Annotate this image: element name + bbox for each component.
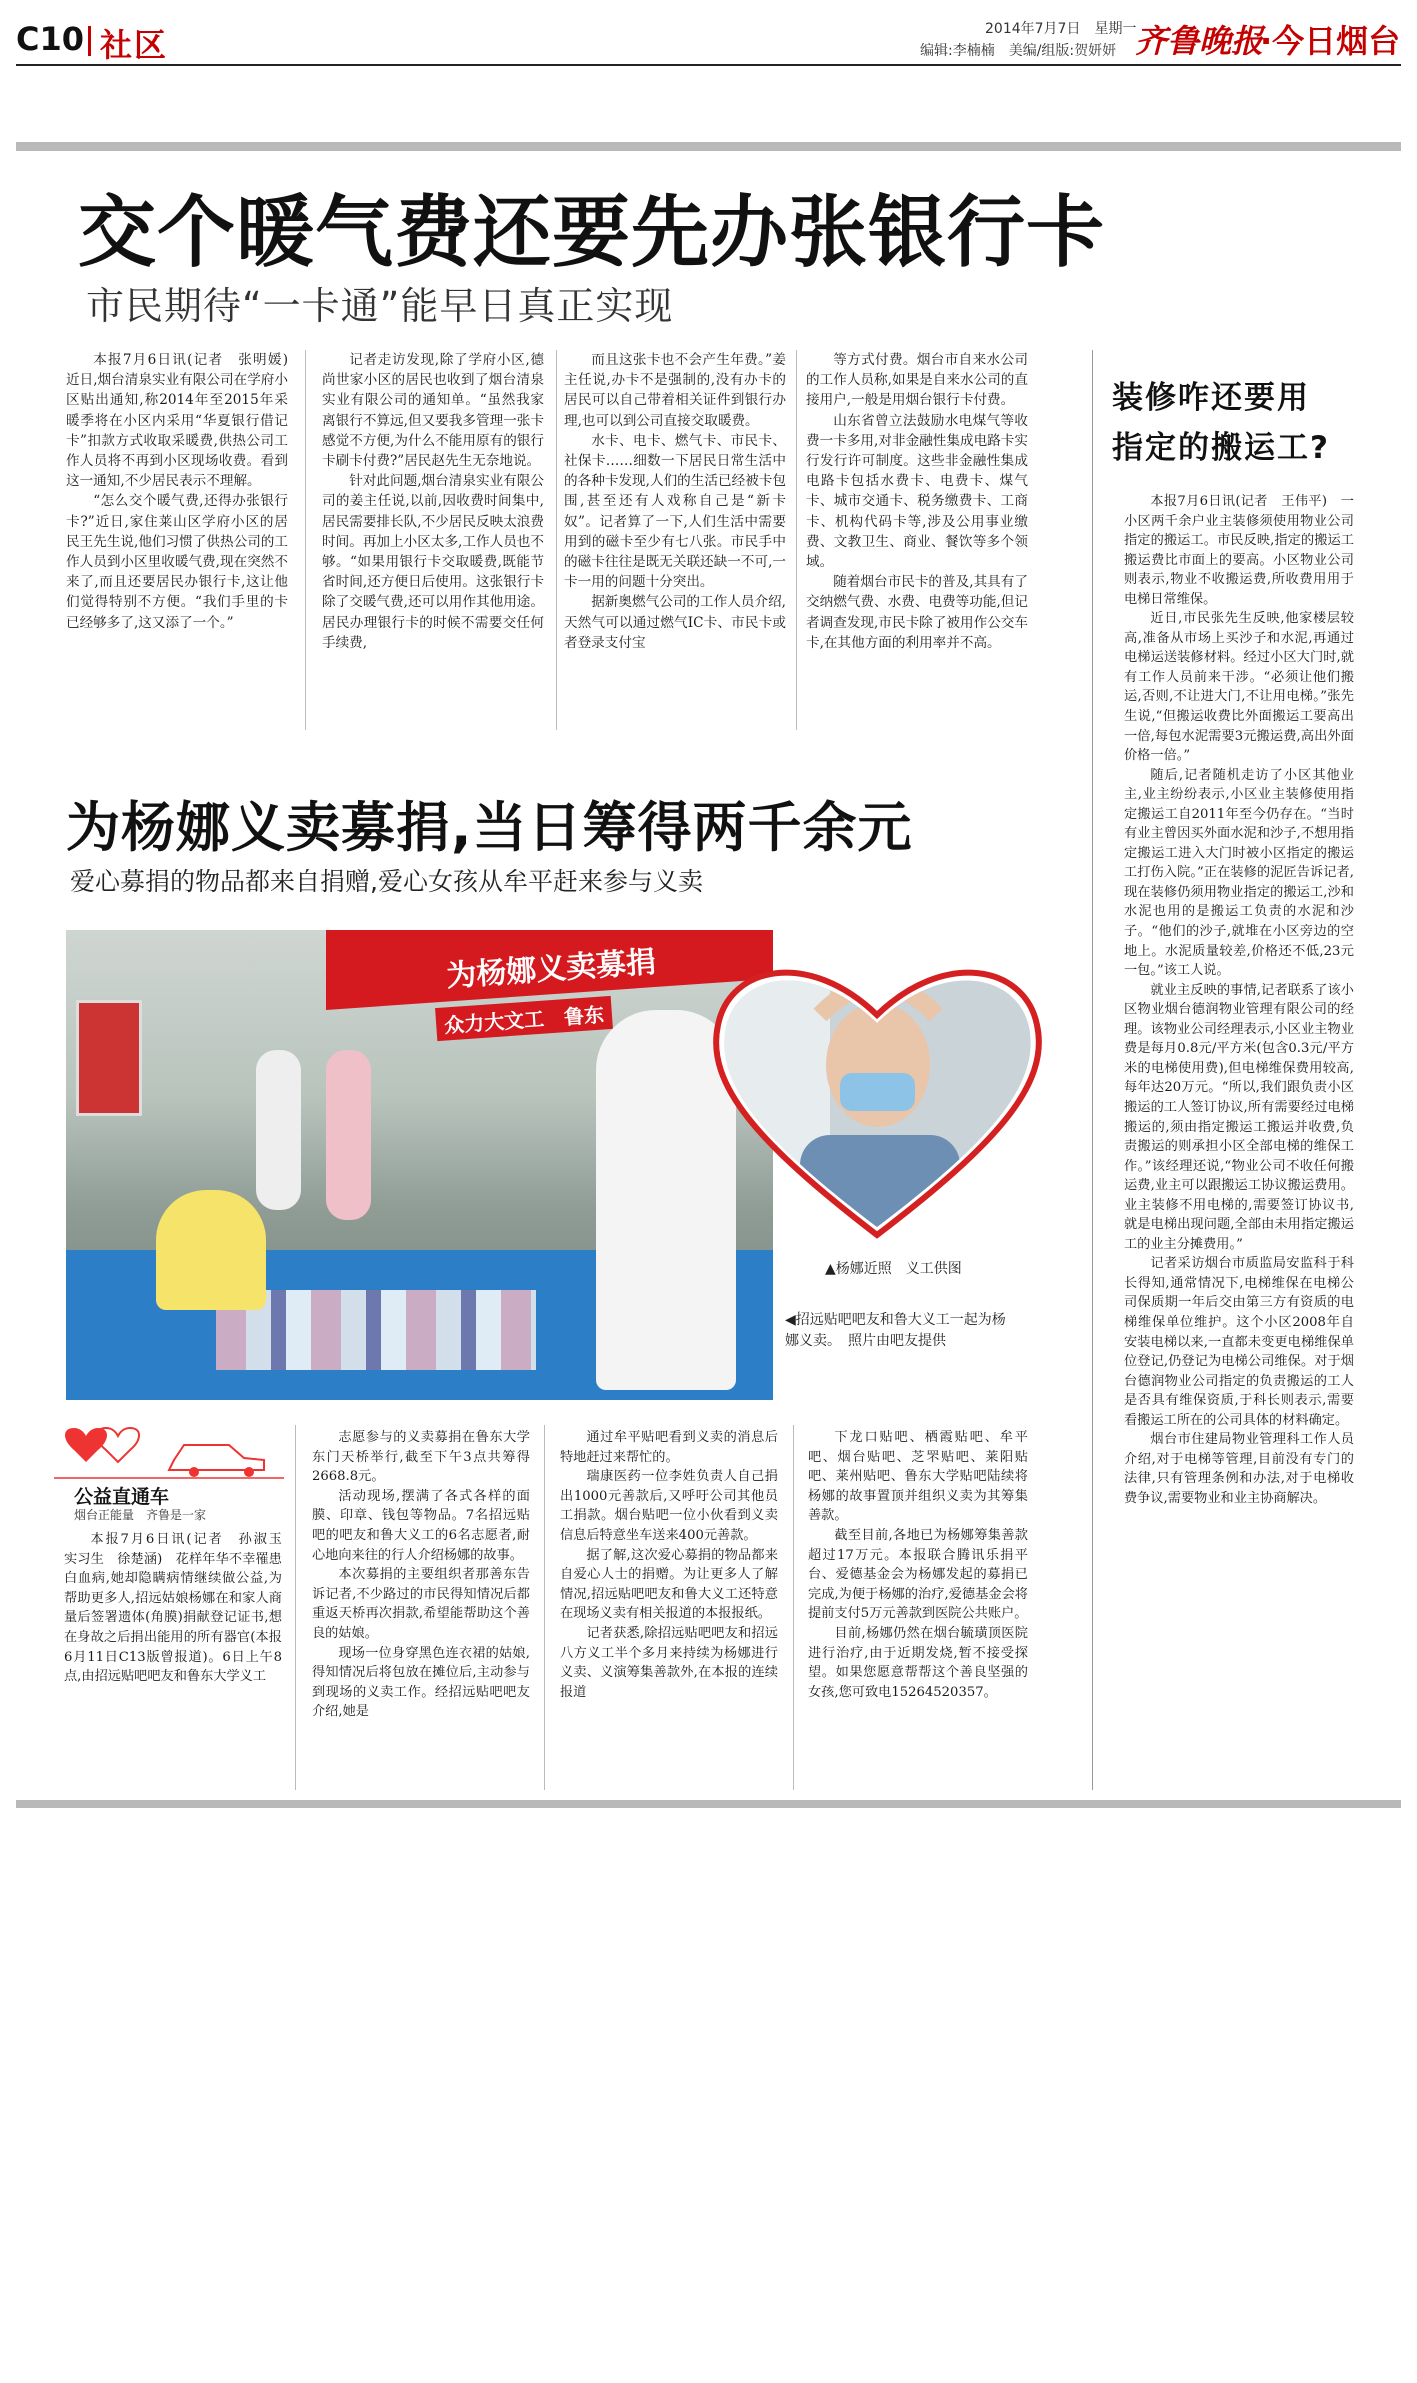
paragraph: 记者走访发现,除了学府小区,德尚世家小区的居民也收到了烟台清泉实业有限公司的通知单。“虽然我家离银行不算远,但又要我多管理一张卡感觉不方便,为什么不能用原有的银行卡刷卡付费?”居民赵先生无奈地说。 bbox=[322, 352, 544, 470]
date-line: 2014年7月7日 星期一 bbox=[985, 21, 1137, 37]
story3-body bbox=[1124, 492, 1354, 1508]
section-divider bbox=[88, 26, 91, 56]
paragraph: 近日,市民张先生反映,他家楼层较高,准备从市场上买沙子和水泥,再通过电梯运送装修材料。经过小区大门时,就有工作人员前来干涉。“必须让他们搬运,否则,不让进大门,不让用电梯。”张先生说,“但搬运收费比外面搬运工要高出一倍,每包水泥需要3元搬运费,高出外面价格一倍。” bbox=[1124, 611, 1354, 764]
story1-column-3 bbox=[564, 350, 786, 653]
right-column-divider bbox=[1092, 350, 1093, 1790]
paragraph: 志愿参与的义卖募捐在鲁东大学东门天桥举行,截至下午3点共筹得2668.8元。 bbox=[312, 1430, 530, 1485]
bottom-divider bbox=[16, 1800, 1401, 1808]
story3-headline-line2: 指定的搬运工? bbox=[1112, 430, 1330, 466]
banner-text-2: 众力大文工 鲁东 bbox=[435, 996, 613, 1041]
section-name: 社区 bbox=[100, 26, 169, 64]
column-divider bbox=[295, 1425, 296, 1790]
paragraph: 现场一位身穿黑色连衣裙的姑娘,得知情况后将包放在摊位后,主动参与到现场的义卖工作。经招远贴吧吧友介绍,她是 bbox=[312, 1645, 530, 1720]
masthead bbox=[0, 0, 1417, 70]
volunteer-figure bbox=[326, 1050, 371, 1220]
paragraph: 而且这张卡也不会产生年费。”姜主任说,办卡不是强制的,没有办卡的居民可以自己带着相关证件到银行办理,也可以到公司直接交取暖费。 bbox=[564, 352, 786, 429]
paragraph: 记者采访烟台市质监局安监科于科长得知,通常情况下,电梯维保在电梯公司保质期一年后交由第三方有资质的电梯维保单位维护。这个小区2008年自安装电梯以来,一直都未变更电梯维保单位登记,仍登记为电梯公司维保。对于烟台德润物业公司指定的负责搬运的工人是否具有维保资质,于科长则表示,需要看搬运工所在的公司具体的材料确定。 bbox=[1124, 1256, 1354, 1428]
story1-headline: 交个暖气费还要先办张银行卡 bbox=[78, 188, 1106, 278]
paragraph: 就业主反映的事情,记者联系了该小区物业烟台德润物业管理有限公司的经理。该物业公司经理表示,小区业主物业费是每月0.8元/平方米(包含0.3元/平方米的电梯使用费),但电梯维保费用较高,每年达20万元。“所以,我们跟负责小区搬运的工人签订协议,所有需要经过电梯搬运的,须由指定搬运工搬运并收费,负责搬运的则承担小区全部电梯的维保工作。”该经理还说,“物业公司不收任何搬运费,业主可以跟搬运工协议搬运费用。业主装修不用电梯的,需要签订协议书,就是电梯出现问题,全部由未用指定搬运工的业主分摊费用。” bbox=[1124, 982, 1354, 1252]
paragraph: 据新奥燃气公司的工作人员介绍,天然气可以通过燃气IC卡、市民卡或者登录支付宝 bbox=[564, 594, 786, 651]
column-logo-subtitle: 烟台正能量 齐鲁是一家 bbox=[74, 1508, 207, 1522]
story2-column-4 bbox=[808, 1428, 1028, 1702]
story2-column-3 bbox=[560, 1428, 778, 1702]
paper-logo: 齐鲁晚报 bbox=[1135, 22, 1264, 60]
charity-sale-photo bbox=[66, 930, 773, 1400]
paragraph: 目前,杨娜仍然在烟台毓璜顶医院进行治疗,由于近期发烧,暂不接受探望。如果您愿意帮帮这个善良坚强的女孩,您可致电15264520357。 bbox=[808, 1625, 1028, 1700]
paragraph: 山东省曾立法鼓励水电煤气等收费一卡多用,对非金融性集成电路卡实行发行许可制度。这些非金融性集成电路卡包括水费卡、电费卡、煤气卡、城市交通卡、税务缴费卡、工商卡、机构代码卡等,涉及公用事业缴费、文教卫生、商业、餐饮等多个领域。 bbox=[806, 412, 1028, 571]
paragraph: 本次募捐的主要组织者那善东告诉记者,不少路过的市民得知情况后都重返天桥再次捐款,希望能帮助这个善良的姑娘。 bbox=[312, 1567, 530, 1641]
column-logo-box bbox=[54, 1420, 284, 1522]
paragraph: 等方式付费。烟台市自来水公司的工作人员称,如果是自来水公司的直接用户,一般是用烟台银行卡付费。 bbox=[806, 352, 1028, 409]
paragraph: 烟台市住建局物业管理科工作人员介绍,对于电梯等管理,目前没有专门的法律,只有管理条例和办法,对于电梯收费争议,需要物业和业主协商解决。 bbox=[1124, 1432, 1354, 1506]
paragraph: 活动现场,摆满了各式各样的面膜、印章、钱包等物品。7名招远贴吧的吧友和鲁大义工的6名志愿者,耐心地向来往的行人介绍杨娜的故事。 bbox=[312, 1488, 530, 1563]
story1-column-4 bbox=[806, 350, 1028, 653]
column-divider bbox=[793, 1425, 794, 1790]
yang-na-heart-photo bbox=[700, 945, 1055, 1245]
volunteer-figure bbox=[256, 1050, 301, 1210]
top-divider bbox=[16, 142, 1401, 151]
story1-column-2 bbox=[322, 350, 544, 653]
story3-headline-line1: 装修咋还要用 bbox=[1112, 380, 1310, 416]
column-logo-title: 公益直通车 bbox=[74, 1486, 170, 1508]
masthead-rule bbox=[16, 64, 1401, 66]
story2-column-2 bbox=[312, 1428, 530, 1722]
paragraph: 通过牟平贴吧看到义卖的消息后特地赶过来帮忙的。 bbox=[560, 1430, 778, 1465]
banner-text: 为杨娜义卖募捐 bbox=[445, 944, 658, 995]
story1-column-1 bbox=[66, 350, 302, 633]
edition-name: ·今日烟台 bbox=[1260, 22, 1401, 60]
column-divider bbox=[796, 350, 797, 730]
paragraph: 本报7月6日讯(记者 孙淑玉 实习生 徐楚涵) 花样年华不幸罹患白血病,她却隐瞒病情继续做公益,为帮助更多人,招远姑娘杨娜在和家人商量后签署遗体(角膜)捐献登记证书,想在身故之后捐出能用的所有器官(本报6月11日C13版曾报道)。6日上午8点,由招远贴吧吧友和鲁东大学义工 bbox=[64, 1532, 296, 1685]
paragraph: 随着烟台市民卡的普及,其具有了交纳燃气费、水费、电费等功能,但记者调查发现,市民卡除了被用作公交车卡,在其他方面的利用率并不高。 bbox=[806, 574, 1028, 651]
heart-car-icon bbox=[54, 1420, 284, 1480]
column-divider bbox=[305, 350, 306, 730]
paragraph: 记者获悉,除招远贴吧吧友和招远八方义工半个多月来持续为杨娜进行义卖、义演筹集善款外,在本报的连续报道 bbox=[560, 1625, 778, 1700]
story2-subhead: 爱心募捐的物品都来自捐赠,爱心女孩从牟平赶来参与义卖 bbox=[70, 867, 703, 896]
volunteer-figure bbox=[156, 1190, 266, 1310]
story2-column-1 bbox=[64, 1530, 296, 1687]
heart-photo-caption: ▲杨娜近照 义工供图 bbox=[825, 1261, 962, 1277]
paragraph: 截至目前,各地已为杨娜筹集善款超过17万元。本报联合腾讯乐捐平台、爱德基金会为杨娜发起的募捐已完成,为便于杨娜的治疗,爱德基金会将提前支付5万元善款到医院公共账户。 bbox=[808, 1527, 1028, 1622]
column-divider bbox=[556, 350, 557, 730]
column-divider bbox=[544, 1425, 545, 1790]
bus-stop-sign bbox=[76, 1000, 142, 1116]
main-photo-caption: ◀招远贴吧吧友和鲁大义工一起为杨娜义卖。 照片由吧友提供 bbox=[785, 1312, 1006, 1349]
editors-line: 编辑:李楠楠 美编/组版:贺妍妍 bbox=[920, 43, 1117, 59]
page-number: C10 bbox=[16, 20, 85, 58]
story1-subhead: 市民期待“一卡通”能早日真正实现 bbox=[86, 284, 674, 328]
paragraph: 水卡、电卡、燃气卡、市民卡、社保卡……细数一下居民日常生活中的各种卡发现,人们的生活已经被卡包围,甚至还有人戏称自己是“新卡奴”。记者算了一下,人们生活中需要用到的磁卡至少有七八张。市民手中的磁卡往往是既无关联还缺一不可,一卡一用的问题十分突出。 bbox=[564, 432, 786, 591]
paragraph: 针对此问题,烟台清泉实业有限公司的姜主任说,以前,因收费时间集中,居民需要排长队,不少居民反映太浪费时间。再加上小区太多,工作人员也不够。“如果用银行卡交取暖费,既能节省时间,还方便日后使用。这张银行卡除了交暖气费,还可以用作其他用途。居民办理银行卡的时候不需要交任何手续费, bbox=[322, 473, 544, 651]
paragraph: 本报7月6日讯(记者 王伟平) 一小区两千余户业主装修须使用物业公司指定的搬运工。市民反映,指定的搬运工搬运费比市面上的要高。小区物业公司则表示,物业不收搬运费,所收费用用于电梯日常维保。 bbox=[1124, 494, 1354, 607]
paragraph: 随后,记者随机走访了小区其他业主,业主纷纷表示,小区业主装修使用指定搬运工自2011年至今仍存在。“当时有业主曾因买外面水泥和沙子,不想用指定搬运工进入大门时被小区指定的搬运工打伤入院。”正在装修的泥匠告诉记者,现在装修仍须用物业指定的搬运工,沙和水泥也用的是搬运工负责的水泥和沙子。“他们的沙子,就堆在小区旁边的空地上。水泥质量较差,价格还不低,23元一包。”该工人说。 bbox=[1124, 767, 1354, 979]
paragraph: 本报7月6日讯(记者 张明媛) 近日,烟台清泉实业有限公司在学府小区贴出通知,称2014年至2015年采暖季将在小区内采用“华夏银行借记卡”扣款方式收取采暖费,供热公司工作人员将不再到小区现场收费。看到这一通知,不少居民表示不理解。 bbox=[66, 352, 302, 490]
paragraph: 据了解,这次爱心募捐的物品都来自爱心人士的捐赠。为让更多人了解情况,招远贴吧吧友和鲁大义工还特意在现场义卖有相关报道的本报报纸。 bbox=[560, 1547, 778, 1622]
paragraph: “怎么交个暖气费,还得办张银行卡?”近日,家住莱山区学府小区的居民王先生说,他们习惯了供热公司的工作人员到小区里收暖气费,现在突然不来了,而且还要居民办银行卡,这让他们觉得特别不方便。“我们手里的卡已经够多了,这又添了一个。” bbox=[66, 493, 288, 631]
paragraph: 下龙口贴吧、栖霞贴吧、牟平吧、烟台贴吧、芝罘贴吧、莱阳贴吧、莱州贴吧、鲁东大学贴吧陆续将杨娜的故事置顶并组织义卖为其筹集善款。 bbox=[808, 1430, 1028, 1524]
paragraph: 瑞康医药一位李姓负责人自己捐出1000元善款后,又呼吁公司其他员工捐款。烟台贴吧一位小伙看到义卖信息后特意坐车送来400元善款。 bbox=[560, 1469, 778, 1543]
story2-headline: 为杨娜义卖募捐,当日筹得两千余元 bbox=[66, 796, 913, 859]
